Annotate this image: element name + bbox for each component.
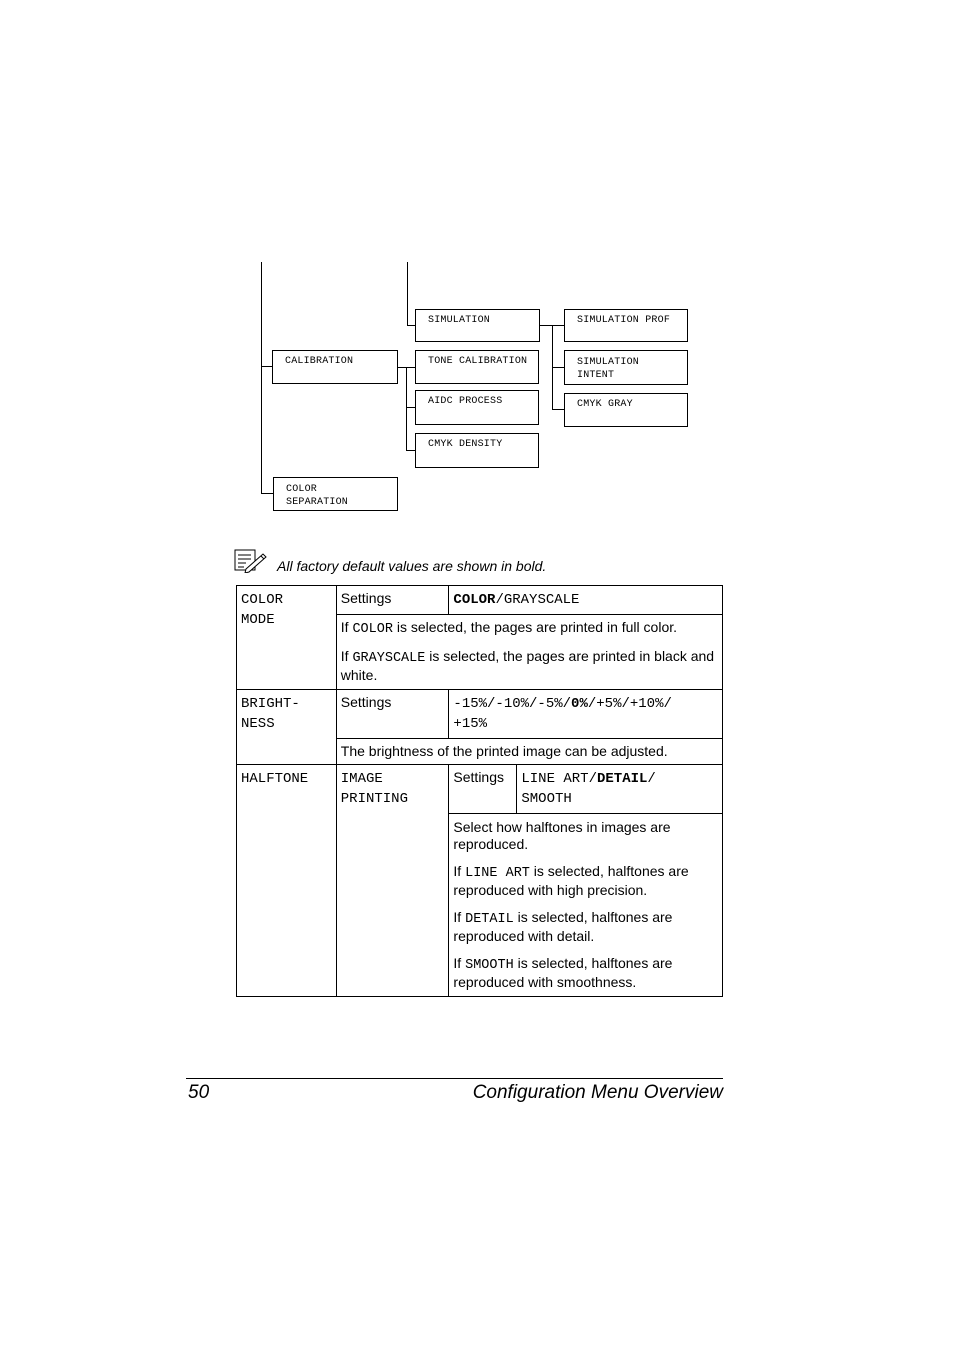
- settings-table: [236, 585, 723, 997]
- row-label-line: HALFTONE: [241, 771, 309, 787]
- menu-item-label: CMYK DENSITY: [428, 439, 503, 450]
- default-value: DETAIL: [597, 771, 648, 787]
- inline-code: GRAYSCALE: [352, 651, 426, 666]
- tree-connector: [406, 407, 415, 408]
- row-label-halftone: [237, 765, 337, 997]
- settings-label-cell: [336, 586, 449, 615]
- tree-connector: [407, 325, 415, 326]
- menu-item-label: TONE CALIBRATION: [428, 356, 528, 367]
- menu-item-label: COLOR: [286, 484, 318, 495]
- note-pencil-icon: [234, 549, 268, 573]
- inline-code: DETAIL: [465, 912, 514, 927]
- menu-item-color-separation: [273, 477, 398, 511]
- menu-item-label: SIMULATION PROF: [577, 315, 671, 326]
- menu-item-label: CALIBRATION: [285, 356, 354, 367]
- page-number: 50: [188, 1082, 210, 1103]
- tree-connector: [406, 450, 415, 451]
- default-value: COLOR: [453, 592, 496, 608]
- description-cell: [336, 739, 722, 765]
- row-label-line: NESS: [241, 716, 275, 732]
- menu-item-cmyk-density: [415, 433, 539, 468]
- settings-label: Settings: [340, 590, 392, 606]
- option-values: LINE ART/: [521, 771, 597, 787]
- menu-item-label: SIMULATION: [577, 357, 640, 368]
- page-footer-title: Configuration Menu Overview: [472, 1082, 723, 1103]
- tree-connector: [406, 367, 415, 368]
- inline-code: LINE ART: [465, 866, 530, 881]
- row-label-line: MODE: [241, 612, 275, 628]
- inline-code: SMOOTH: [465, 958, 514, 973]
- row-label-brightness: [237, 690, 337, 765]
- sub-label-line: IMAGE: [340, 771, 383, 787]
- settings-label: Settings: [340, 694, 392, 710]
- settings-value-cell: [449, 586, 723, 615]
- menu-item-simulation-prof: [564, 309, 688, 342]
- settings-label: Settings: [453, 769, 505, 785]
- table-row: [237, 765, 723, 814]
- menu-item-label: SIMULATION: [428, 315, 491, 326]
- row-label-line: BRIGHT-: [241, 696, 300, 712]
- tree-connector: [261, 493, 273, 494]
- tree-connector: [552, 409, 564, 410]
- sub-label-image-printing: [336, 765, 449, 997]
- row-label-color-mode: [237, 586, 337, 690]
- option-values: /: [647, 771, 656, 787]
- settings-value-cell: [517, 765, 723, 814]
- option-values: -15%/-10%/-5%/: [453, 696, 572, 712]
- description-cell: If COLOR is selected, the pages are printed in full color. If GRAYSCALE is selected, the pages are printed in black and white.: [336, 615, 722, 690]
- inline-code: COLOR: [352, 622, 393, 637]
- option-values: /+5%/+10%/: [587, 696, 672, 712]
- menu-item-label: AIDC PROCESS: [428, 396, 503, 407]
- option-values: +15%: [453, 716, 488, 732]
- menu-item-label: CMYK GRAY: [577, 399, 633, 410]
- table-row: [237, 586, 723, 615]
- menu-item-label: INTENT: [577, 370, 615, 381]
- table-row: [237, 690, 723, 739]
- menu-item-tone-calibration: [415, 350, 539, 384]
- note-text: All factory default values are shown in bold.: [277, 558, 547, 574]
- option-values: SMOOTH: [521, 791, 572, 807]
- default-value: 0%: [571, 696, 588, 712]
- tree-connector: [407, 262, 408, 326]
- row-label-line: COLOR: [241, 592, 284, 608]
- settings-value-cell: [449, 690, 723, 739]
- tree-connector: [261, 262, 262, 494]
- menu-item-calibration: [272, 350, 398, 384]
- settings-label-cell: [449, 765, 517, 814]
- description-cell: Select how halftones in images are reproduced. If LINE ART is selected, halftones are reproduced with high precision. If DETAIL is selected, halftones are reproduced with detail. If SMOOTH is selected, halftones are reproduced with smoothness.: [449, 814, 723, 997]
- description-text: Select how halftones in images are reproduced.: [453, 819, 671, 852]
- menu-item-label: SEPARATION: [286, 497, 349, 508]
- settings-label-cell: [336, 690, 449, 739]
- tree-connector: [406, 367, 407, 451]
- footer-rule: [186, 1078, 723, 1079]
- sub-label-line: PRINTING: [340, 791, 408, 807]
- menu-item-cmyk-gray: [564, 393, 688, 427]
- option-values: /GRAYSCALE: [495, 592, 580, 608]
- menu-item-simulation: [415, 309, 540, 342]
- description-text: The brightness of the printed image can be adjusted.: [340, 743, 668, 759]
- menu-item-aidc-process: [415, 390, 539, 425]
- menu-item-simulation-intent: [564, 350, 688, 385]
- tree-connector: [552, 367, 564, 368]
